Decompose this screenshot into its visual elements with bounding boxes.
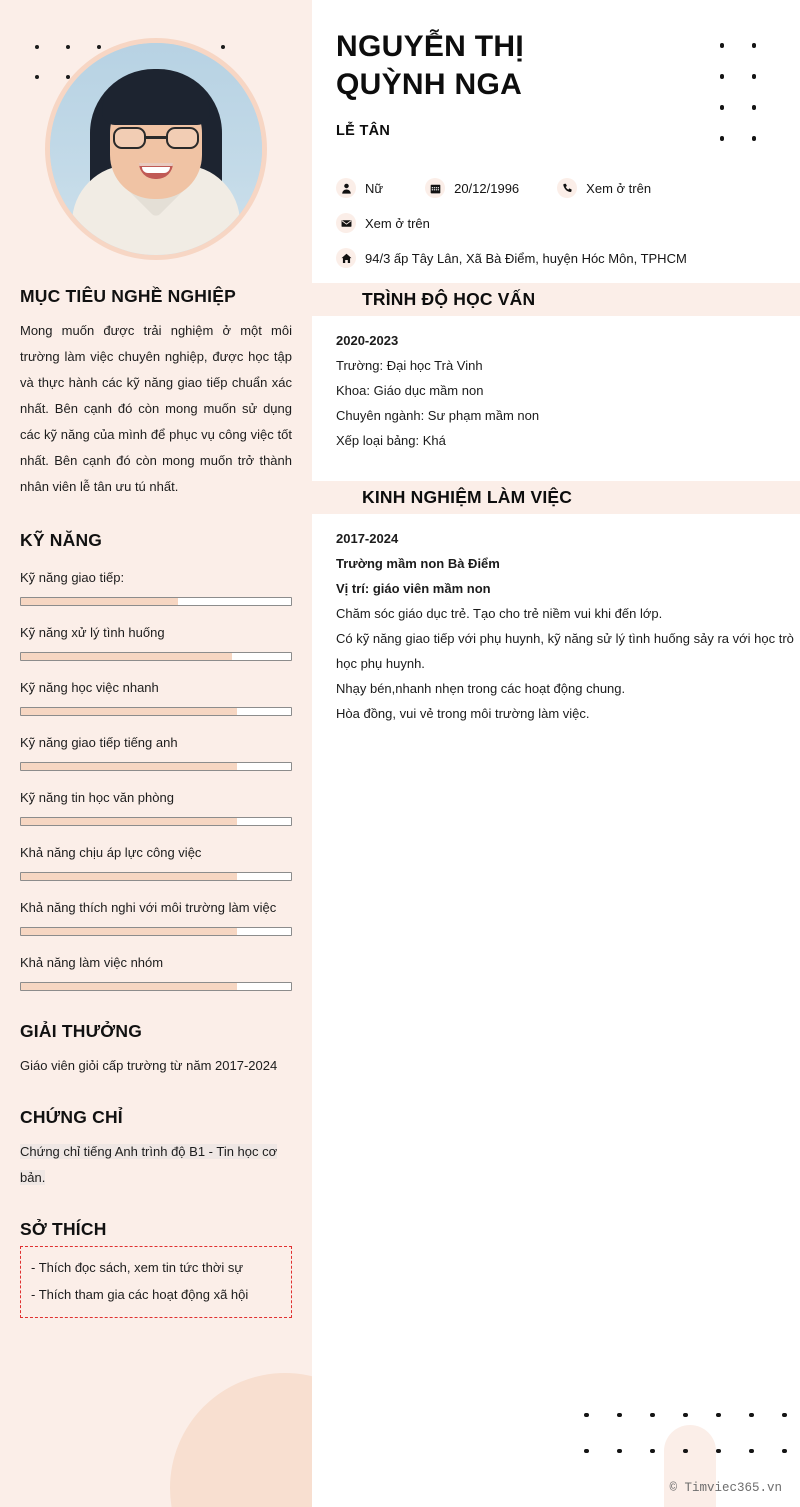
skills-heading: KỸ NĂNG [20,530,103,550]
skill-progress-fill [21,708,237,715]
skill-progress-bar [20,707,292,716]
certificates-heading: CHỨNG CHỈ [20,1107,123,1127]
person-icon [336,178,356,198]
detail-line: Chăm sóc giáo dục trẻ. Tạo cho trẻ niềm vui khi đến lớp. [336,606,663,621]
email-value: Xem ở trên [365,215,430,231]
contact-block [336,178,800,268]
dot [617,1449,622,1454]
skills-list [20,567,292,991]
dot [716,1413,721,1418]
job-role: LỄ TÂN [336,123,391,139]
skill-progress-fill [21,983,237,990]
decorative-circle-bottom-left [170,1373,312,1507]
awards-heading: GIẢI THƯỞNG [20,1021,143,1041]
skill-progress-fill [21,873,237,880]
dot [720,105,725,110]
experience-section-header [312,481,800,514]
skill-label: Khả năng chịu áp lực công việc [20,845,202,860]
decorative-dot-grid-bottom [570,1397,800,1469]
dot [749,1449,754,1454]
calendar-icon [425,178,445,198]
dot [650,1449,655,1454]
dot [782,1413,787,1418]
skill-progress-fill [21,928,237,935]
hobbies-heading: SỞ THÍCH [20,1219,107,1239]
experience-position: Vị trí: giáo viên mầm non [336,581,491,596]
contact-row-primary [336,178,800,198]
dot [720,136,725,141]
dot [683,1449,688,1454]
skill-progress-bar [20,872,292,881]
hobby-item: - Thích tham gia các hoạt động xã hội [31,1287,249,1302]
experience-lines [336,601,800,726]
detail-line: Trường: Đại học Trà Vinh [336,358,483,373]
hobbies-box [20,1246,292,1318]
awards-text: Giáo viên giỏi cấp trường từ năm 2017-2024 [20,1058,278,1073]
skill-progress-bar [20,652,292,661]
skill-item [20,842,292,881]
skill-progress-bar [20,597,292,606]
skill-label: Khả năng làm việc nhóm [20,955,164,970]
skill-progress-fill [21,818,237,825]
skill-item [20,952,292,991]
dot [752,43,757,48]
skill-label: Kỹ năng học việc nhanh [20,680,159,695]
dot [720,43,725,48]
dot [720,74,725,79]
footer-credit: © Timviec365.vn [669,1481,782,1495]
skill-item [20,677,292,716]
dot [749,1413,754,1418]
home-icon [336,248,356,268]
skill-progress-bar [20,982,292,991]
certificates-text: Chứng chỉ tiếng Anh trình độ B1 - Tin học cơ bản. [20,1144,278,1185]
detail-line: Hòa đồng, vui vẻ trong môi trường làm việc. [336,706,590,721]
dot [752,136,757,141]
certificates-paragraph [20,1139,292,1191]
dot [584,1413,589,1418]
contact-row-address [336,248,800,268]
decorative-dot-grid-right [706,30,770,154]
education-period: 2020-2023 [336,333,399,348]
skill-item [20,897,292,936]
detail-line: Nhạy bén,nhanh nhẹn trong các hoạt động chung. [336,681,626,696]
gender-value: Nữ [365,180,384,196]
skill-item [20,732,292,771]
skill-label: Kỹ năng tin học văn phòng [20,790,174,805]
detail-line: Khoa: Giáo dục mầm non [336,383,484,398]
dot [752,74,757,79]
mail-icon [336,213,356,233]
skill-progress-bar [20,817,292,826]
phone-icon [557,178,577,198]
skill-progress-bar [20,927,292,936]
glasses-icon [113,127,199,149]
skill-item [20,787,292,826]
birthday-value: 20/12/1996 [454,180,520,196]
skill-label: Kỹ năng giao tiếp: [20,570,125,585]
skill-progress-fill [21,653,232,660]
dot [716,1449,721,1454]
education-lines [336,353,800,453]
experience-period: 2017-2024 [336,531,399,546]
detail-line: Xếp loại bảng: Khá [336,433,446,448]
skill-item [20,567,292,606]
dot [752,105,757,110]
detail-line: Chuyên ngành: Sư phạm mầm non [336,408,540,423]
dot [617,1413,622,1418]
main-content [312,0,800,1507]
detail-line: Có kỹ năng giao tiếp với phụ huynh, kỹ năng sử lý tình huống sảy ra với học trò học phụ huynh. [336,631,794,671]
dot [650,1413,655,1418]
skill-label: Kỹ năng giao tiếp tiếng anh [20,735,178,750]
skill-progress-fill [21,598,178,605]
education-block [336,316,800,453]
page-title: NGUYỄN THỊ QUỲNH NGA [336,30,525,101]
experience-block [336,514,800,726]
objective-heading: MỤC TIÊU NGHỀ NGHIỆP [20,286,236,306]
dot [683,1413,688,1418]
skill-label: Khả năng thích nghi với môi trường làm việc [20,900,277,915]
skill-progress-bar [20,762,292,771]
contact-row-email [336,213,800,233]
avatar-photo [50,43,262,255]
experience-company: Trường mầm non Bà Điểm [336,556,500,571]
education-heading: TRÌNH ĐỘ HỌC VẤN [362,289,536,309]
experience-heading: KINH NGHIỆM LÀM VIỆC [362,487,573,507]
skill-progress-fill [21,763,237,770]
avatar [45,38,267,260]
phone-value: Xem ở trên [586,180,652,196]
address-value: 94/3 ấp Tây Lân, Xã Bà Điểm, huyện Hóc Môn, TPHCM [365,250,687,266]
dot [782,1449,787,1454]
dot [584,1449,589,1454]
hobby-item: - Thích đọc sách, xem tin tức thời sự [31,1260,244,1275]
sidebar [0,0,312,1507]
objective-text: Mong muốn được trải nghiệm ở một môi trường làm việc chuyên nghiệp, được học tập và thực hành các kỹ năng giao tiếp chuẩn xác nhất. Bên cạnh đó còn mong muốn sử dụng các kỹ năng của mình để phục vụ công việc tốt nhất. Bên cạnh đó còn mong muốn trở thành nhân viên lễ tân ưu tú nhất. [20,323,292,494]
education-section-header [312,283,800,316]
skill-item [20,622,292,661]
skill-label: Kỹ năng xử lý tình huống [20,625,165,640]
